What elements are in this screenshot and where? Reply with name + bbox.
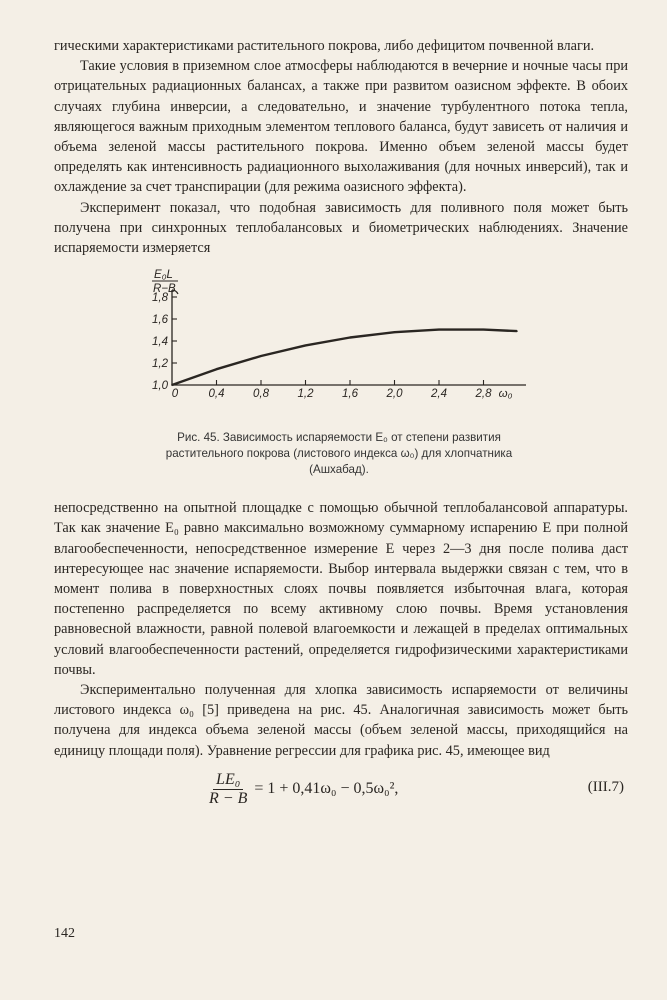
series-point xyxy=(171,384,173,386)
series-point xyxy=(216,368,218,370)
paragraph-1: гическими характеристиками растительного покрова, либо дефицитом почвенной влаги. xyxy=(54,38,595,54)
x-axis-label: ω₀ xyxy=(498,388,513,401)
y-tick-label: 1,0 xyxy=(152,380,168,393)
series-point xyxy=(516,330,518,332)
equation-rhs: = 1 + 0,41ω₀ − 0,5ω₀², xyxy=(254,780,399,798)
y-axis-label-denominator: R−B xyxy=(153,283,176,296)
equation-III-7 xyxy=(54,765,628,811)
equation-denominator: R − B xyxy=(209,789,248,807)
x-tick-label: 0,8 xyxy=(253,388,269,401)
series-point xyxy=(349,337,351,339)
x-tick-label: 2,0 xyxy=(386,388,403,401)
series-point xyxy=(438,329,440,331)
x-tick-label: 0,4 xyxy=(208,388,225,401)
figure-caption: Рис. 45. Зависимость испаряемости E₀ от степени развития растительного покрова (листового индекса ω₀) для хлопчатника (Ашхабад). xyxy=(165,431,513,477)
series-point xyxy=(260,355,262,357)
y-tick-label: 1,4 xyxy=(152,336,168,349)
page-number: 142 xyxy=(54,926,75,941)
paragraph-4: непосредственно на опытной площадке с помощью обычной теплобалансовой аппаратуры. Так как значение E₀ равно максимально возможному суммарному испарению E при полной влагообеспеченности, непосредственное измерение E через 2—3 дня после полива даст интересующее нас значение испаряемости. Выбор интервала выдержки связан с тем, что в момент полива в поверхностных слоях почвы появляется избыточная влага, которая постепенно распределяется по всему активному слою почвы. Время установления равновесной влажности, равной полевой влагоемкости и лежащей в пределах оптимальных условий влагообеспеченности растений, определяется гидрофизическими характеристиками почвы. xyxy=(54,500,628,678)
x-tick-label: 2,4 xyxy=(431,388,447,401)
series-point xyxy=(305,345,307,347)
paragraph-5: Экспериментально полученная для хлопка зависимость испаряемости от величины листового индекса ω₀ [5] приведена на рис. 45. Аналогичная зависимость может быть получена для индекса объема зеленой массы (объем зеленой массы, приходящийся на единицу площади поля). Уравнение регрессии для графика рис. 45, имеющее вид xyxy=(54,682,628,759)
series-point xyxy=(394,332,396,334)
y-tick-label: 1,2 xyxy=(152,358,168,371)
y-axis-label-numerator: E₀L xyxy=(154,269,173,282)
series-point xyxy=(483,329,485,331)
page-body xyxy=(54,36,628,811)
equation-fraction xyxy=(206,771,250,808)
x-tick-label: 0 xyxy=(171,388,179,401)
series-line xyxy=(172,330,517,385)
equation-body xyxy=(206,771,398,808)
y-tick-label: 1,6 xyxy=(152,314,168,327)
figure-45 xyxy=(54,262,628,498)
x-tick-label: 1,6 xyxy=(342,388,358,401)
evaporation-chart xyxy=(54,262,628,432)
paragraph-2: Такие условия в приземном слое атмосферы наблюдаются в вечерние и ночные часы при отрицательных радиационных балансах, а также при развитом оазисном эффекте. В обоих случаях глубина инверсии, а следовательно, и значение турбулентного потока тепла, являющегося важным приходным элементом теплового баланса, будут зависеть от наличия и объема зеленой массы растительного покрова. Именно объем зеленой массы будет определять как интенсивность радиационного выхолаживания (для ночных инверсий), так и охлаждение за счет транспирации (для режима оазисного эффекта). xyxy=(54,58,628,196)
x-tick-label: 2,8 xyxy=(475,388,492,401)
paragraph-3: Эксперимент показал, что подобная зависимость для поливного поля может быть получена при синхронных теплобалансовых и биометрических наблюдениях. Значение испаряемости измеряется xyxy=(54,199,628,257)
equation-number: (III.7) xyxy=(587,778,624,795)
x-tick-label: 1,2 xyxy=(297,388,314,401)
equation-numerator: LE₀ xyxy=(213,771,243,790)
y-tick-label: 1,8 xyxy=(152,292,168,305)
